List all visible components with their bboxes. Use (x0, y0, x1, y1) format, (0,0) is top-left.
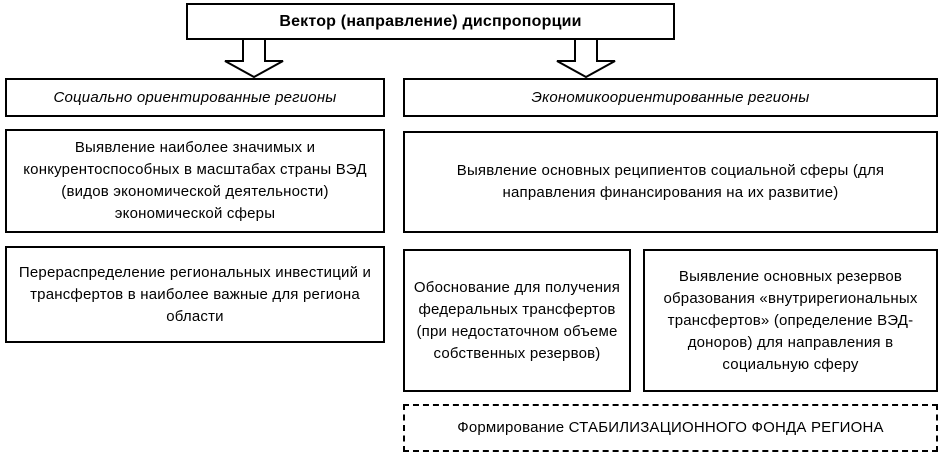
down-arrow-left-icon (222, 38, 286, 78)
economic-oriented-regions-header: Экономикоориентированные регионы (403, 78, 938, 117)
box-federal-transfers-justification: Обоснование для получения федеральных трансфертов (при недостаточном объеме собственных резервов) (403, 249, 631, 392)
root-box-disproportion-vector: Вектор (направление) диспропорции (186, 3, 675, 40)
box-significant-ved-identification: Выявление наиболее значимых и конкурентоспособных в масштабах страны ВЭД (видов экономической деятельности) экономической сферы (5, 129, 385, 233)
box-regional-investments-redistribution: Перераспределение региональных инвестиций и трансфертов в наиболее важные для региона области (5, 246, 385, 343)
down-arrow-right-icon (554, 38, 618, 78)
stabilization-fund-box: Формирование СТАБИЛИЗАЦИОННОГО ФОНДА РЕГИОНА (403, 404, 938, 452)
box-social-recipients-identification: Выявление основных реципиентов социальной сферы (для направления финансирования на их развитие) (403, 131, 938, 233)
social-oriented-regions-header: Социально ориентированные регионы (5, 78, 385, 117)
box-intraregional-transfers-reserves: Выявление основных резервов образования «внутрирегиональных трансфертов» (определение ВЭД-доноров) для направления в социальную сферу (643, 249, 938, 392)
